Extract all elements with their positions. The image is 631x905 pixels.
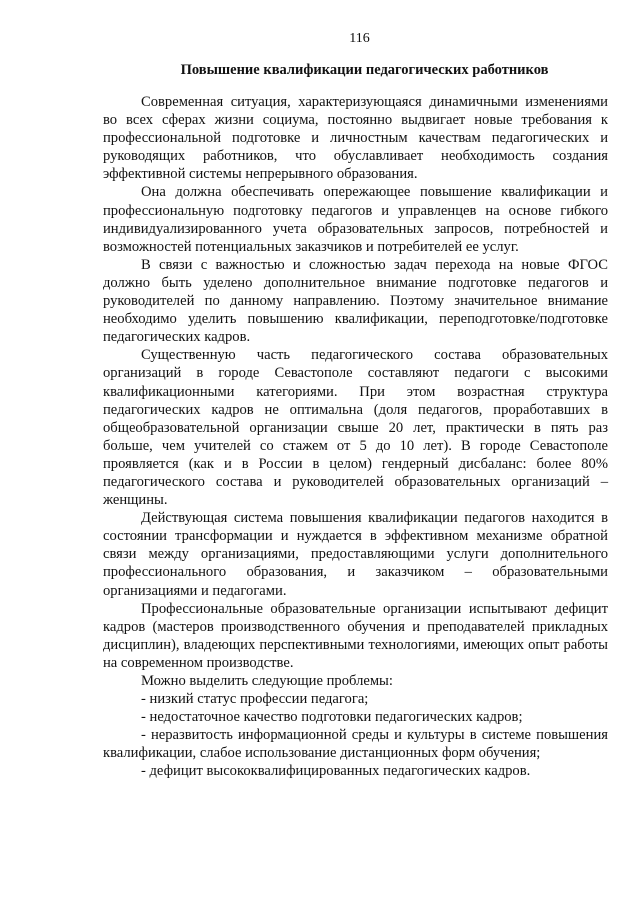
document-page (103, 30, 608, 781)
body-text (103, 93, 608, 781)
page-number: 116 (349, 31, 370, 46)
list-item: - недостаточное качество подготовки педагогических кадров; (141, 709, 523, 726)
paragraph: Профессиональные образовательные организации испытывают дефицит кадров (мастеров производственного обучения и преподавателей прикладных дисциплин), владеющих перспективными технологиями, имеющих опыт работы на современном производстве. (103, 600, 608, 671)
paragraph: Действующая система повышения квалификации педагогов находится в состоянии трансформации и нуждается в эффективном механизме обратной связи между организациями, предоставляющими услуги дополнительного профессионального образования, и заказчиком – образовательными организациями и педагогами. (103, 510, 608, 599)
paragraph: Можно выделить следующие проблемы: (141, 673, 393, 689)
section-title: Повышение квалификации педагогических работников (180, 62, 549, 78)
paragraph: Современная ситуация, характеризующаяся динамичными изменениями во всех сферах жизни социума, постоянно выдвигает новые требования к профессиональной подготовке и личностным качествам педагогических и руководящих работников, что обуславливает необходимость создания эффективной системы непрерывного образования. (103, 94, 608, 183)
list-item: - низкий статус профессии педагога; (141, 691, 369, 708)
list-item: - дефицит высококвалифицированных педагогических кадров. (141, 763, 531, 780)
paragraph: В связи с важностью и сложностью задач перехода на новые ФГОС должно быть уделено дополнительное внимание подготовке педагогов и руководителей по данному направлению. Поэтому значительное внимание необходимо уделить повышению квалификации, переподготовке/подготовке педагогических кадров. (103, 256, 608, 346)
paragraph: Существенную часть педагогического состава образовательных организаций в городе Севастополе составляют педагоги с высокими квалификационными категориями. При этом возрастная структура педагогических кадров не оптимальна (доля педагогов, проработавших в общеобразовательной организации свыше 20 лет, практически в пять раз больше, чем учителей со стажем от 5 до 10 лет). В городе Севастополе проявляется (как и в России в целом) гендерный дисбаланс: более 80% педагогического состава и руководителей образовательных организаций – женщины. (103, 347, 608, 509)
list-item: - неразвитость информационной среды и культуры в системе повышения квалификации, слабое использование дистанционных форм обучения; (103, 727, 608, 762)
paragraph: Она должна обеспечивать опережающее повышение квалификации и профессиональную подготовку педагогов и управленцев на основе гибкого индивидуализированного учета образовательных запросов, потребностей и возможностей потенциальных заказчиков и потребителей ее услуг. (103, 184, 608, 255)
